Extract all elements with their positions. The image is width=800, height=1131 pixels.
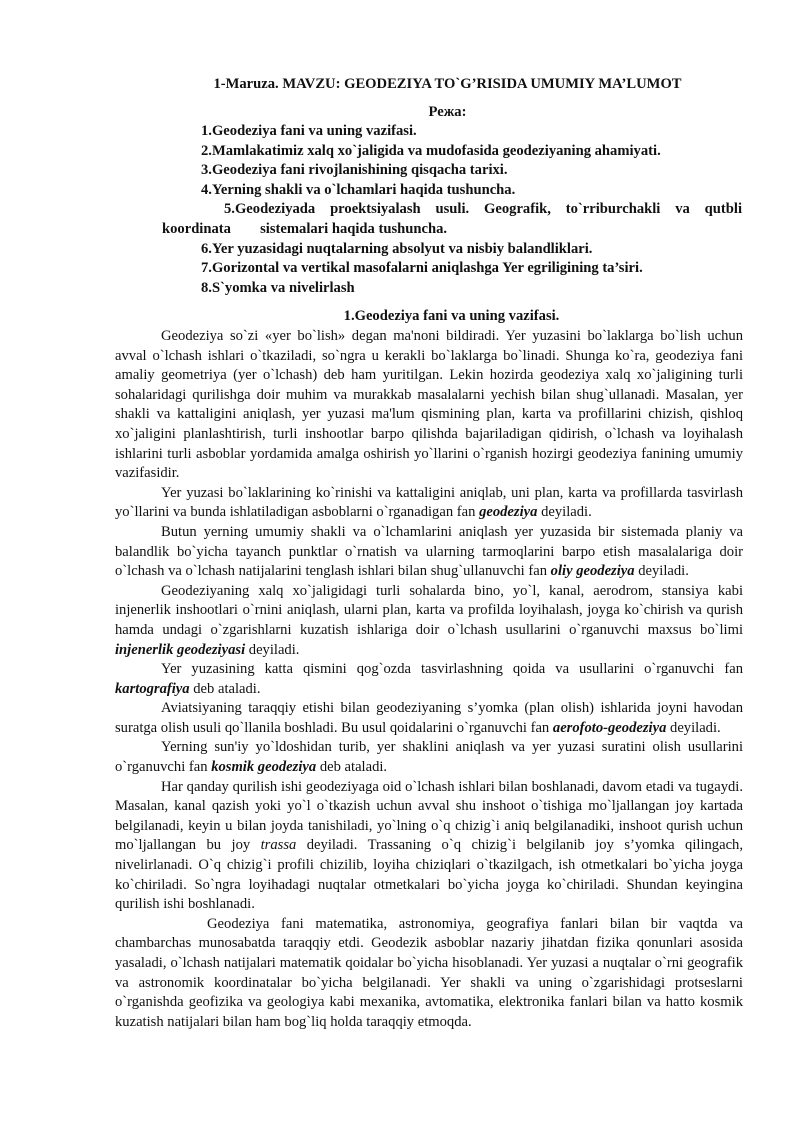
plan-item: 7.Gorizontal va vertikal masofalarni aniqlashga Yer egriligining ta’siri. bbox=[201, 260, 643, 277]
paragraph: Yerning sun'iy yo`ldoshidan turib, yer shaklini aniqlash va yer yuzasi suratini olish usullarini o`rganuvchi fan kosmik geodeziya deb ataladi. bbox=[115, 739, 743, 776]
lecture-title: 1-Maruza. MAVZU: GEODEZIYA TO`G’RISIDA UMUMIY MA’LUMOT bbox=[213, 76, 682, 92]
term-geodeziya: geodeziya bbox=[479, 504, 538, 521]
plan-list bbox=[162, 122, 742, 298]
plan-item: 1.Geodeziya fani va uning vazifasi. bbox=[201, 123, 417, 139]
body-text bbox=[115, 327, 743, 1032]
paragraph: Yer yuzasining katta qismini qog`ozda tasvirlashning qoida va usullarini o`rganuvchi fan kartografiya deb ataladi. bbox=[115, 661, 743, 697]
plan-heading: Режа: bbox=[428, 104, 467, 120]
paragraph: Geodeziya so`zi «yer bo`lish» degan ma'noni bildiradi. Yer yuzasini bo`laklarga bo`lish uchun avval o`lchash ishlari o`tkaziladi, so`ngra u kerakli bo`laklarga bo`linadi. Shunga ko`ra, geodeziya fani amaliy geometriya (yer o`lchash) deb ham yuritilgan. Lekin hozirda geodeziya xalq xo`jaligining turli sohalaridagi qurilishga doir muhim va murakkab masalalarni yechish bilan shug`ullanadi. Masalan, yer shakli va kattaligini aniqlash, yer yuzasi ma'lum qismining plan, karta va profillarini chizish, qishloq xo`jaligini planlashtirish, turli inshootlar barpo qilishda bajariladigan qidirish, o`lchash va loyihalash ishlarini turli asboblar yordamida amalga oshirish yo`llarini o`rganish hozirgi geodeziya fanining umumiy vazifasidir. bbox=[115, 328, 743, 482]
term-injenerlik-geodeziyasi: injenerlik geodeziyasi bbox=[115, 641, 246, 658]
plan-item: 5.Geodeziyada proektsiyalash usuli. Geografik, to`rriburchakli va qutbli bbox=[224, 201, 742, 218]
paragraph: Geodeziyaning xalq xo`jaligidagi turli sohalarda bino, yo`l, kanal, aerodrom, stansiya kabi injenerlik inshootlari o`rnini aniqlash, ularni plan, karta va profilda loyihalash, joyga ko`chirish va qurish hamda undagi o`zgarishlarni kuzatish ishlariga doir o`lchash usullarini o`rganuvchi maxsus bo`limi injenerlik geodeziyasi deyiladi. bbox=[115, 582, 743, 658]
paragraph: Butun yerning umumiy shakli va o`lchamlarini aniqlash yer yuzasida bir sistemada planiy va balandlik bo`yicha tayanch punktlar o`rnatish va ularning tarmoqlarini barpo etish masalalariga doir o`lchash va o`lchash natijalarini tenglash ishlari bilan shug`ullanuvchi fan oliy geodeziya deyiladi. bbox=[115, 523, 743, 580]
plan-item: 6.Yer yuzasidagi nuqtalarning absolyut va nisbiy balandliklari. bbox=[201, 240, 593, 257]
term-kosmik-geodeziya: kosmik geodeziya bbox=[211, 759, 317, 776]
section-heading: 1.Geodeziya fani va uning vazifasi. bbox=[343, 308, 560, 324]
paragraph: Har qanday qurilish ishi geodeziyaga oid o`lchash ishlari bilan boshlanadi, davom etadi va tugaydi. Masalan, kanal qazish yoki yo`l o`tkazish uchun avval shu inshoot o`tishiga mo`ljallangan joy kartada belgilanadi, keyin u bilan joyda tanishiladi, yo`lning o`q chizig`i aniq belgilanadiki, inshoot qurish uchun mo`ljallangan bu joy trassa deyiladi. Trassaning o`q chizig`i belgilanib joy s’yomka qilingach, nivelirlanadi. O`q chizig`i profili chizilib, loyiha chiziqlari o`tkazilgach, ish otmetkalari bo`yicha joyga ko`chiriladi. So`ngra loyihadagi nuqtalar otmetkalari bo`yicha joyga ko`chiriladi. Shundan keyingina qurilish ishi boshlanadi. bbox=[115, 778, 743, 913]
paragraph: Aviatsiyaning taraqqiy etishi bilan geodeziyaning s’yomka (plan olish) ishlarida joyni havodan suratga olish usuli qo`llanila boshladi. Bu usul qoidalarini o`rganuvchi fan aerofoto-geodeziya deyiladi. bbox=[115, 700, 743, 736]
plan-item-continuation: koordinata sistemalari haqida tushuncha. bbox=[162, 220, 448, 237]
plan-item: 2.Mamlakatimiz xalq xo`jaligida va mudofasida geodeziyaning ahamiyati. bbox=[201, 142, 661, 159]
paragraph: Geodeziya fani matematika, astronomiya, geografiya fanlari bilan bir vaqtda va chambarchas munosabatda taraqqiy etdi. Geodezik asboblar nazariy jihatdan fizika qonunlari asosida yasaladi, o`lchash natijalari matematik qoidalar bo`yicha hisoblanadi. Yer yuzasi a nuqtalar o`rni geografik va astronomik koordinatalar bo`yicha belgilanadi. Yer shakli va uning o`zgarishidagi protseslarni o`rganishda geofizika va geologiya kabi mexanika, avtomatika, elektronika fanlari bilan va hatto kosmik kuzatish natijalari bilan ham bog`liq holda taraqqiy etmoqda. bbox=[115, 915, 743, 1030]
term-aerofoto-geodeziya: aerofoto-geodeziya bbox=[552, 719, 667, 736]
term-oliy-geodeziya: oliy geodeziya bbox=[550, 563, 635, 580]
plan-item: 8.S`yomka va nivelirlash bbox=[201, 279, 355, 296]
paragraph: Yer yuzasi bo`laklarining ko`rinishi va kattaligini aniqlab, uni plan, karta va profillarda tasvirlash yo`llarini va bunda ishlatiladigan asboblarni o`rganadigan fan geodeziya deyiladi. bbox=[115, 484, 743, 521]
plan-item: 4.Yerning shakli va o`lchamlari haqida tushuncha. bbox=[201, 181, 516, 198]
plan-item: 3.Geodeziya fani rivojlanishining qisqacha tarixi. bbox=[201, 162, 508, 179]
term-trassa: trassa bbox=[260, 837, 297, 854]
term-kartografiya: kartografiya bbox=[115, 680, 190, 697]
